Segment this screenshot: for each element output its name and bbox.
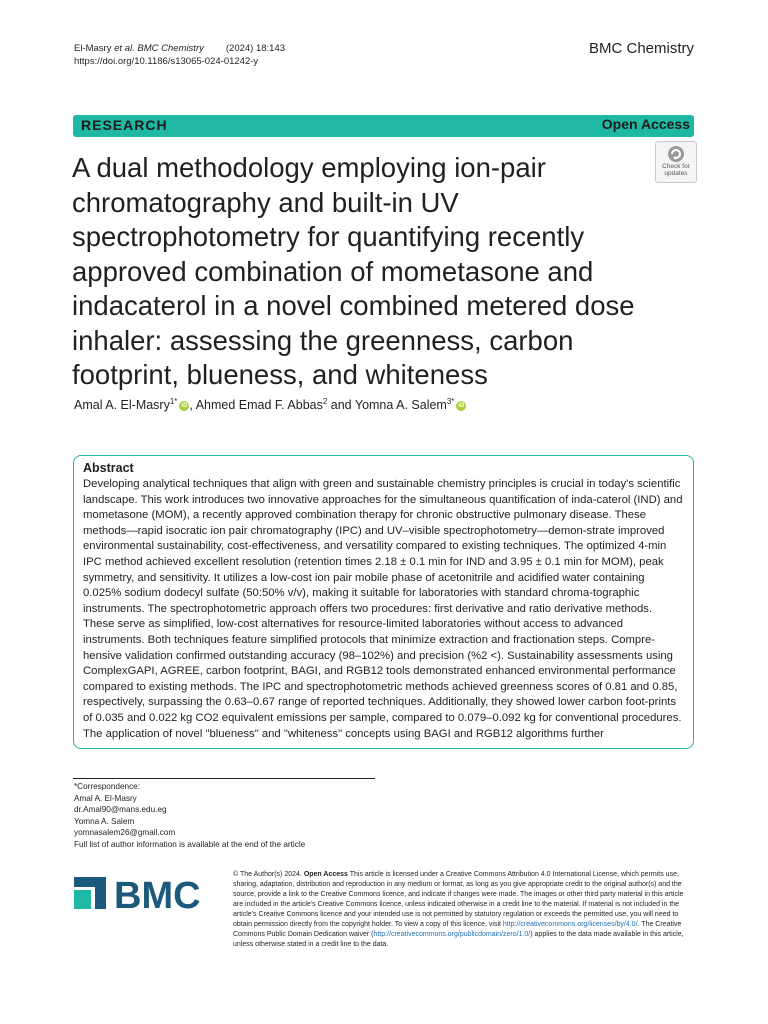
author-name[interactable]: Yomna A. Salem xyxy=(354,398,447,413)
section-banner xyxy=(73,115,694,137)
correspondence-line: Amal A. El-Masry xyxy=(74,793,137,803)
section-label: RESEARCH xyxy=(81,117,168,133)
license-body: ) applies to the data made available in this article, unless otherwise stated in a credit line to the data. xyxy=(233,931,684,948)
author-affiliation: 2 xyxy=(322,397,328,406)
correspondence-email[interactable]: yomnasalem26@gmail.com xyxy=(74,828,176,838)
author-name[interactable]: Ahmed Emad F. Abbas xyxy=(195,398,323,413)
correspondence-line: Full list of author information is available at the end of the article xyxy=(74,839,306,849)
license-body: . The Creative Commons Public Domain Dedication waiver ( xyxy=(233,921,682,938)
author-affiliation: 3* xyxy=(446,397,455,406)
citation-authors: El-Masry xyxy=(74,43,112,54)
abstract-heading: Abstract xyxy=(83,461,134,475)
correspondence-email[interactable]: dr.Amal90@mans.edu.eg xyxy=(74,805,167,815)
bmc-logo-text: BMC xyxy=(114,875,201,912)
license-link[interactable]: http://creativecommons.org/publicdomain/zero/1.0/ xyxy=(373,931,531,938)
correspondence-footnote xyxy=(74,781,305,851)
author-list xyxy=(74,397,466,412)
abstract-box xyxy=(73,455,694,749)
check-for-updates-button[interactable] xyxy=(655,141,697,183)
orcid-icon[interactable]: iD xyxy=(181,402,188,409)
orcid-icon[interactable]: iD xyxy=(458,402,465,409)
open-access-label: Open Access xyxy=(601,116,690,132)
author-separator: and xyxy=(327,398,355,413)
license-open-access: Open Access xyxy=(303,871,348,878)
citation-header xyxy=(74,42,285,68)
journal-name: BMC Chemistry xyxy=(588,40,694,57)
bmc-logo xyxy=(74,872,216,912)
citation-year: (2024) 18:143 xyxy=(225,43,286,54)
doi-link[interactable]: https://doi.org/10.1186/s13065-024-01242-y xyxy=(74,56,259,67)
correspondence-label: *Correspondence: xyxy=(74,782,140,791)
license-link[interactable]: http://creativecommons.org/licenses/by/4.0/ xyxy=(502,921,638,928)
article-title: A dual methodology employing ion-pair chromatography and built-in UV spectrophotometry for quantifying recently approved combination of mometasone and indacaterol in a novel combined metered dose inhaler: assessing the greenness, carbon footprint, blueness, and whiteness xyxy=(72,152,635,390)
citation-etal: et al. BMC Chemistry xyxy=(114,43,204,54)
abstract-text: Developing analytical techniques that align with green and sustainable chemistry principles is crucial in today's scientific landscape. This work introduces two innovative approaches for the simultaneous quantification of inda-caterol (IND) and mometasone (MOM), a recently approved combination therapy for chronic obstructive pulmonary disease. These methods—rapid isocratic ion pair chromatography (IPC) and UV–visible spectrophotometry—demon-strate improved environmental sustainability, cost-effectiveness, and versatility compared to existing techniques. The optimized 4-min IPC method achieved excellent resolution (retention times 2.18 ± 0.1 min for IND and 3.95 ± 0.1 min for MOM), peak symmetry, and sensitivity. It utilizes a low-cost ion pair mobile phase of acetonitrile and acidified water containing 0.025% sodium dodecyl sulfate (50:50% v/v), making it suitable for laboratories with standard chroma-tographic instruments. The spectrophotometric approach offers two procedures: first derivative and ratio derivative methods. These serve as simplified, low-cost alternatives for resource-limited laboratories without access to advanced instruments. Both techniques feature simplified protocols that minimize extraction and fractionation steps. Compre-hensive validation confirmed outstanding accuracy (98–102%) and precision (%2 <). Sustainability assessments using ComplexGAPI, AGREE, carbon footprint, BAGI, and RGB12 tools demonstrated enhanced environmental performance compared to existing methods. The IPC and spectrophotometric methods achieved greenness scores of 0.81 and 0.85, respectively, surpassing the 0.63–0.67 range of reported techniques. Additionally, they showed lower carbon foot-prints of 0.035 and 0.022 kg CO2 equivalent emissions per sample, compared to 0.079–0.092 kg for conventional procedures. The application of novel "blueness" and "whiteness" concepts using BAGI and RGB12 algorithms further xyxy=(83,478,683,740)
correspondence-line: Yomna A. Salem xyxy=(74,816,135,826)
license-body: This article is licensed under a Creative Commons Attribution 4.0 International License, which permits use, sharing, adaptation, distribution and reproduction in any medium or format, as long as you give appropriate credit to the original author(s) and the source, provide a link to the Creative Commons licence, and indicate if changes were made. The images or other third party material in this article are included in the article's Creative Commons licence, unless indicated otherwise in a credit line to the material. If material is not included in the article's Creative Commons licence and your intended use is not permitted by statutory regulation or exceeds the permitted use, you will need to obtain permission directly from the copyright holder. To view a copy of this licence, visit xyxy=(233,871,684,928)
author-affiliation: 1* xyxy=(169,397,178,406)
check-updates-line2: updates xyxy=(664,170,688,177)
license-text xyxy=(233,870,695,950)
author-name[interactable]: Amal A. El-Masry xyxy=(74,398,170,413)
license-lead: © The Author(s) 2024. xyxy=(233,871,302,878)
footnote-divider xyxy=(73,778,375,779)
check-updates-line1: Check for xyxy=(662,163,690,170)
check-updates-icon xyxy=(667,145,685,163)
author-separator: , xyxy=(189,398,196,413)
